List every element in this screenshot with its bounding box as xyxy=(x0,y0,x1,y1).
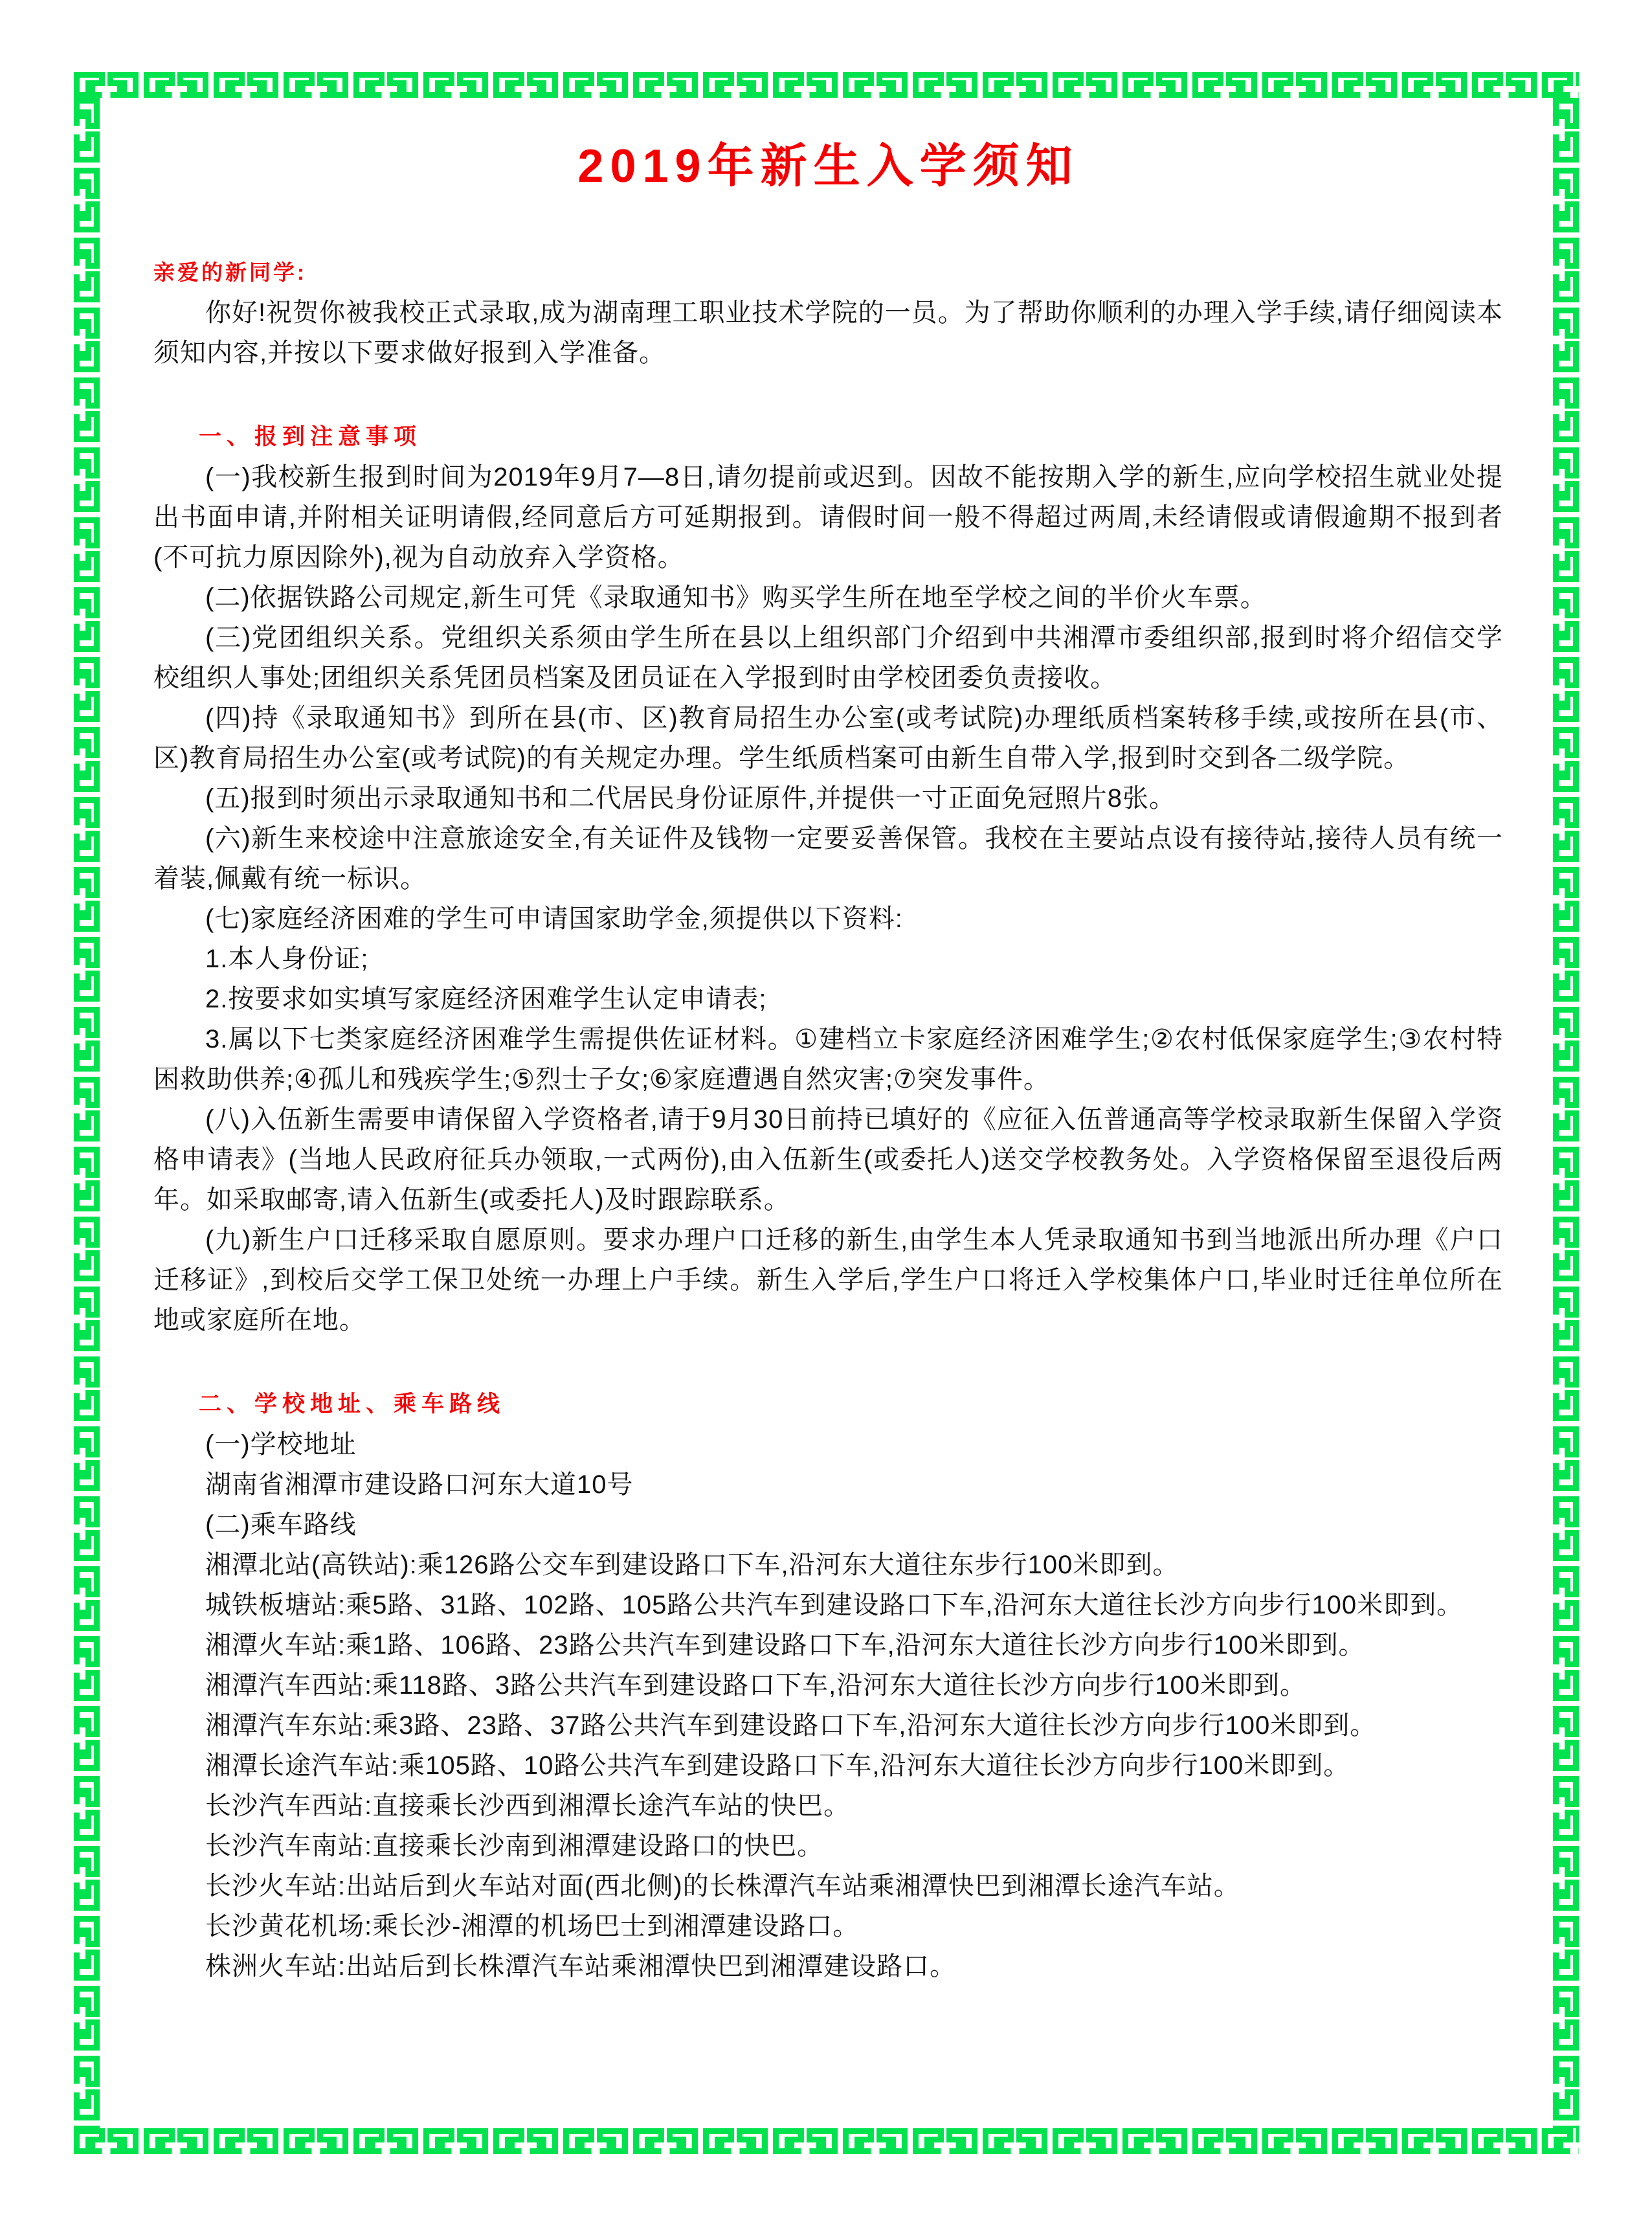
paragraph: 湘潭汽车东站:乘3路、23路、37路公共汽车到建设路口下车,沿河东大道往长沙方向步行100米即到。 xyxy=(205,1711,1377,1740)
section-1-heading: 一、报到注意事项 xyxy=(199,424,422,449)
paragraph: (二)乘车路线 xyxy=(205,1511,357,1539)
paragraph: (四)持《录取通知书》到所在县(市、区)教育局招生办公室(或考试院)办理纸质档案转移手续,或按所在县(市、区)教育局招生办公室(或考试院)的有关规定办理。学生纸质档案可由新生自带入学,报到时交到各二级学院。 xyxy=(153,704,1503,772)
paragraph: 湖南省湘潭市建设路口河东大道10号 xyxy=(205,1470,634,1499)
paragraph: 湘潭汽车西站:乘118路、3路公共汽车到建设路口下车,沿河东大道往长沙方向步行100米即到。 xyxy=(205,1671,1306,1700)
paragraph: 长沙火车站:出站后到火车站对面(西北侧)的长株潭汽车站乘湘潭快巴到湘潭长途汽车站。 xyxy=(205,1872,1240,1900)
paragraph: (一)学校地址 xyxy=(205,1430,357,1459)
paragraph: 长沙汽车南站:直接乘长沙南到湘潭建设路口的快巴。 xyxy=(205,1832,824,1860)
paragraph: 株洲火车站:出站后到长株潭汽车站乘湘潭快巴到湘潭建设路口。 xyxy=(205,1952,957,1981)
intro-paragraph: 你好!祝贺你被我校正式录取,成为湖南理工职业技术学院的一员。为了帮助你顺利的办理入学手续,请仔细阅读本须知内容,并按以下要求做好报到入学准备。 xyxy=(153,298,1503,367)
border-bottom xyxy=(77,2131,1604,2152)
salutation: 亲爱的新同学: xyxy=(153,260,307,284)
paragraph: (九)新生户口迁移采取自愿原则。要求办理户口迁移的新生,由学生本人凭录取通知书到当地派出所办理《户口迁移证》,到校后交学工保卫处统一办理上户手续。新生入学后,学生户口将迁入学校集体户口,毕业时迁往单位所在地或家庭所在地。 xyxy=(153,1226,1503,1334)
section-2-heading: 二、学校地址、乘车路线 xyxy=(199,1391,506,1417)
border-left xyxy=(77,101,97,2188)
paragraph: (三)党团组织关系。党组织关系须由学生所在县以上组织部门介绍到中共湘潭市委组织部,报到时将介绍信交学校组织人事处;团组织关系凭团员档案及团员证在入学报到时由学校团委负责接收。 xyxy=(153,624,1503,692)
paragraph: (八)入伍新生需要申请保留入学资格者,请于9月30日前持已填好的《应征入伍普通高等学校录取新生保留入学资格申请表》(当地人民政府征兵办领取,一式两份),由入伍新生(或委托人)送交学校教务处。入学资格保留至退役后两年。如采取邮寄,请入伍新生(或委托人)及时跟踪联系。 xyxy=(153,1105,1503,1214)
paragraph: 湘潭北站(高铁站):乘126路公交车到建设路口下车,沿河东大道往东步行100米即到。 xyxy=(205,1551,1179,1579)
paragraph: 长沙黄花机场:乘长沙-湘潭的机场巴士到湘潭建设路口。 xyxy=(205,1912,860,1940)
paragraph: 长沙汽车西站:直接乘长沙西到湘潭长途汽车站的快巴。 xyxy=(205,1792,851,1820)
paragraph: 1.本人身份证; xyxy=(205,945,369,973)
paragraph: 2.按要求如实填写家庭经济困难学生认定申请表; xyxy=(205,985,767,1013)
notice-content xyxy=(153,97,1503,1986)
paragraph: (五)报到时须出示录取通知书和二代居民身份证原件,并提供一寸正面免冠照片8张。 xyxy=(205,784,1176,813)
page-title: 2019年新生入学须知 xyxy=(577,141,1079,192)
paragraph: (二)依据铁路公司规定,新生可凭《录取通知书》购买学生所在地至学校之间的半价火车票。 xyxy=(205,583,1267,612)
paragraph: (七)家庭经济困难的学生可申请国家助学金,须提供以下资料: xyxy=(205,905,903,933)
paragraph: 湘潭火车站:乘1路、106路、23路公共汽车到建设路口下车,沿河东大道往长沙方向步行100米即到。 xyxy=(205,1631,1365,1659)
paragraph: (六)新生来校途中注意旅途安全,有关证件及钱物一定要妥善保管。我校在主要站点设有接待站,接待人员有统一着装,佩戴有统一标识。 xyxy=(153,824,1503,893)
border-right xyxy=(1556,101,1576,2188)
paragraph: (一)我校新生报到时间为2019年9月7—8日,请勿提前或迟到。因故不能按期入学的新生,应向学校招生就业处提出书面申请,并附相关证明请假,经同意后方可延期报到。请假时间一般不得超过两周,未经请假或请假逾期不报到者(不可抗力原因除外),视为自动放弃入学资格。 xyxy=(153,463,1503,572)
paragraph: 湘潭长途汽车站:乘105路、10路公共汽车到建设路口下车,沿河东大道往长沙方向步行100米即到。 xyxy=(205,1751,1350,1780)
paragraph: 城铁板塘站:乘5路、31路、102路、105路公共汽车到建设路口下车,沿河东大道往长沙方向步行100米即到。 xyxy=(205,1591,1464,1619)
border-top xyxy=(77,75,1604,95)
paragraph: 3.属以下七类家庭经济困难学生需提供佐证材料。①建档立卡家庭经济困难学生;②农村低保家庭学生;③农村特困救助供养;④孤儿和残疾学生;⑤烈士子女;⑥家庭遭遇自然灾害;⑦突发事件。 xyxy=(153,1025,1503,1094)
